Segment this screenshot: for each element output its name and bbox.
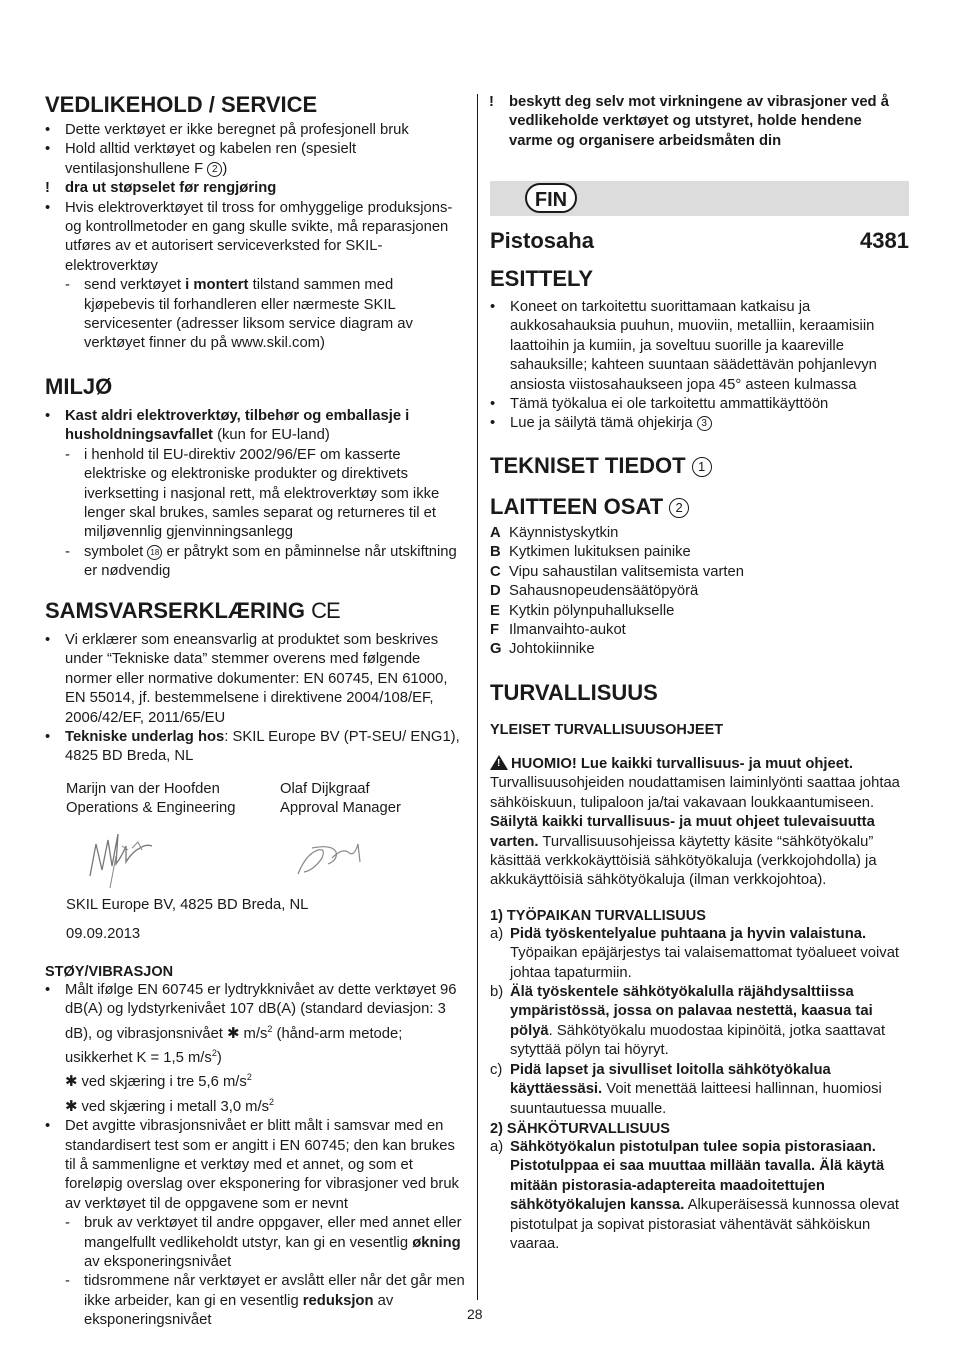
safety-section: [490, 681, 910, 1254]
ref-number: 18: [147, 545, 162, 560]
part-item: [490, 602, 910, 621]
part-letter: B: [490, 544, 501, 561]
list-item: - send verktøyet i montert tilstand sammen med kjøpebevis til forhandleren eller nærmeste SKIL servicesenter (adresser liksom service diagram av verktøyet finner du på www.skil.com): [65, 276, 465, 354]
list-item: - bruk av verktøyet til andre oppgaver, eller med annet eller mangelfullt vedlikeholdt utstyr, kan gi en vesentlig økning av eksponeringsnivået: [65, 1214, 465, 1272]
part-item: [490, 621, 910, 640]
environment-heading: MILJØ: [45, 374, 113, 399]
ref-number: 3: [697, 416, 712, 431]
list-item: • Tämä työkalua ei ole tarkoitettu ammattikäyttöön: [490, 395, 910, 414]
maintenance-list-2: [45, 199, 465, 354]
general-warning: ! HUOMIO! Lue kaikki turvallisuus- ja muut ohjeet. Turvallisuusohjeiden noudattamisen laiminlyönti saattaa johtaa sähköiskuun, tulipaloon ja/tai vakavaan loukkaantumiseen. Säilytä kaikki turvallisuus- ja muut ohjeet tulevaisuutta varten. Turvallisuusohjeissa käytetty käsite “sähkötyökalu” käsittää verkkokäyttöisiä sähkötyökaluja (verkkojohdolla) ja akkukäyttöisiä sähkötyökaluja (ilman verkkojohtoa).: [490, 756, 900, 889]
noise-heading: STØY/VIBRASJON: [45, 964, 174, 980]
signature-1-image: [82, 826, 162, 892]
vibration-note: ! beskytt deg selv mot virkningene av vibrasjoner ved å vedlikeholde verktøyet og utstyret, holde hendene varme og organisere arbeidsmåten din: [489, 94, 889, 149]
sub-list: [65, 1214, 465, 1330]
tech-data-section: [490, 454, 712, 478]
maintenance-list: [45, 121, 465, 179]
list-item: • Målt ifølge EN 60745 er lydtrykknivået av dette verktøyet 96 dB(A) og lydstyrkenivået 107 dB(A) (standard deviasjon: 3 dB), og vibrasjonsnivået ✱ $m/s^2$ (hånd-arm metode; usikkerhet K = 1,5 $m/s^2$) ✱ ved skjæring i tre 5,6 $m/s^2$ ✱ ved skjæring i metall 3,0 $m/s^2$: [45, 981, 465, 1117]
noise-vibration-section: [45, 963, 465, 1331]
list-item: • Vi erklærer som eneansvarlig at produktet som beskrives under “Tekniske data” stemmer overens med følgende normer eller normative dokumenter: EN 60745, EN 61000, EN 55014, jf. bestemmelsene i direktivene 2004/108/EF, 2006/42/EF, 2011/65/EU: [45, 631, 465, 728]
noise-list: [45, 981, 465, 1331]
maintenance-heading: VEDLIKEHOLD / SERVICE: [45, 92, 318, 117]
maintenance-section: [45, 93, 465, 354]
parts-list: [490, 524, 910, 660]
part-letter: A: [490, 525, 501, 541]
conformity-section: [45, 599, 465, 767]
part-item: [490, 640, 910, 659]
product-name: Pistosaha: [490, 228, 594, 253]
declaration-date: 09.09.2013: [66, 926, 141, 942]
language-badge: FIN: [525, 183, 577, 213]
list-item: • Lue ja säilytä tämä ohjekirja 3: [490, 414, 910, 433]
part-label: Vipu sahaustilan valitsemista varten: [509, 563, 744, 580]
part-label: Käynnistyskytkin: [509, 525, 619, 541]
language-banner: [490, 181, 909, 216]
list-item: b) Älä työskentele sähkötyökalulla räjähdysalttiissa ympäristössä, jossa on palavaa nestettä, kaasua tai pölyä. Sähkötyökalu muodostaa kipinöitä, jotka saattavat sytyttää pölyn tai höyryt.: [490, 984, 886, 1059]
parts-heading: LAITTEEN OSAT 2: [490, 495, 910, 519]
part-label: Kytkin pölynpuhallukselle: [509, 602, 675, 619]
parts-section: [490, 495, 910, 660]
tech-data-heading: TEKNISET TIEDOT 1: [490, 454, 712, 478]
environment-section: [45, 375, 465, 582]
conformity-heading: SAMSVARSERKLÆRING CE: [45, 598, 340, 623]
list-item: • Tekniske underlag hos: SKIL Europe BV (PT-SEU/ ENG1), 4825 BD Breda, NL: [45, 728, 465, 767]
product-title: [490, 229, 909, 253]
list-item: a) Sähkötyökalun pistotulpan tulee sopia pistorasiaan. Pistotulppaa ei saa muuttaa millään tavalla. Älä käytä mitään pistorasia-adaptereita maadoitettujen sähkötyökalujen kanssa. Alkuperäisessä kunnossa olevat pistotulpat ja sopivat pistorasiat vähentävät sähköiskun vaaraa.: [490, 1138, 900, 1252]
signatory-2: Olaf Dijkgraaf Approval Manager: [280, 781, 401, 817]
list-item: c) Pidä lapset ja sivulliset loitolla sähkötyökalua käyttäessäsi. Voit menettää laitteesi hallinnan, huomiosi suuntautuessa muualle.: [490, 1061, 882, 1117]
list-item: • Koneet on tarkoitettu suorittamaan katkaisu ja aukkosahauksia puuhun, muoviin, metalliin, keraamisiin laattoihin ja kumiin, ja soveltuu suorille ja kaareville sahauksille; kahteen suuntaan säädettävän pohjanlevyn ansiosta viistosahaukseen jopa 45° asteen kulmassa: [490, 298, 910, 395]
sub-list: [65, 276, 465, 354]
company-address: SKIL Europe BV, 4825 BD Breda, NL: [66, 897, 309, 913]
part-item: [490, 563, 910, 582]
intro-list: [490, 298, 910, 434]
part-letter: E: [490, 602, 500, 619]
part-label: Ilmanvaihto-aukot: [509, 622, 626, 639]
list-item: • Kast aldri elektroverktøy, tilbehør og emballasje i husholdningsavfallet (kun for EU-land) - i henhold til EU-direktiv 2002/96/EF om kasserte elektriske og elektroniske produkter og direktivets iverksetting i nasjonal rett, må elektroverktøy som ikke lenger skal brukes, samles separat og returneres til et miljøvennlig gjenvinningsanlegg - symbolet 18 er påtrykt som en påminnelse når utskiftning er nødvendig: [45, 407, 465, 582]
list-item: • Det avgitte vibrasjonsnivået er blitt målt i samsvar med en standardisert test som er angitt i EN 60745; den kan brukes til å sammenligne et verktøy med et annet, og som et foreløpig overslag over eksponering for vibrasjoner ved bruk av verktøyet til de oppgavene som er nevnt - bruk av verktøyet til andre oppgaver, eller med annet eller mangelfullt vedlikeholdt utstyr, kan gi en vesentlig økning av eksponeringsnivået - tidsrommene når verktøyet er avslått eller når det går men ikke arbeider, kan gi en vesentlig reduksjon av eksponeringsnivået: [45, 1117, 465, 1330]
warning-note: ! dra ut støpselet før rengjøring: [45, 180, 277, 197]
part-label: Johtokiinnike: [509, 641, 595, 658]
ref-number: 1: [692, 457, 712, 477]
ref-number: 2: [207, 162, 222, 177]
safety-heading: TURVALLISUUS: [490, 680, 658, 705]
part-item: [490, 582, 910, 601]
list-item: • Dette verktøyet er ikke beregnet på profesjonell bruk: [45, 121, 465, 140]
part-item: [490, 524, 910, 543]
signatory-1: Marijn van der Hoofden Operations & Engineering: [66, 781, 236, 817]
list-item: - i henhold til EU-direktiv 2002/96/EF om kasserte elektriske og elektroniske produkter og direktivets iverksetting i nasjonal rett, må elektroverktøy som ikke lenger skal brukes, samles separat og returneres til et miljøvennlig gjenvinningsanlegg: [65, 446, 465, 543]
signature-2-image: [292, 834, 372, 884]
part-letter: G: [490, 641, 502, 658]
intro-heading: ESITTELY: [490, 266, 594, 291]
work-area-heading: 1) TYÖPAIKAN TURVALLISUUS: [490, 907, 706, 924]
list-item: a) Pidä työskentelyalue puhtaana ja hyvin valaistuna. Työpaikan epäjärjestys tai valaisemattomat työalueet voivat johtaa tapaturmiin.: [490, 925, 900, 981]
list-item: • Hold alltid verktøyet og kabelen ren (spesielt ventilasjonshullene F 2 ): [45, 140, 465, 179]
sub-list: [65, 446, 465, 582]
ref-number: 2: [669, 498, 689, 518]
ce-mark-icon: CE: [311, 598, 340, 623]
page-number: 28: [467, 1306, 483, 1322]
part-letter: C: [490, 563, 501, 580]
list-item: • Hvis elektroverktøyet til tross for omhyggelige produksjons- og kontrollmetoder en gang skulle svikte, må reparasjonen utføres av et autorisert serviceverksted for SKIL-elektroverktøy - send verktøyet i montert tilstand sammen med kjøpebevis til forhandleren eller nærmeste SKIL servicesenter (adresser liksom service diagram av verktøyet finner du på www.skil.com): [45, 199, 465, 354]
part-label: Kytkimen lukituksen painike: [509, 544, 691, 561]
part-label: Sahausnopeudensäätöpyörä: [509, 583, 699, 600]
electrical-safety-heading: 2) SÄHKÖTURVALLISUUS: [490, 1120, 670, 1137]
list-item: - tidsrommene når verktøyet er avslått eller når det går men ikke arbeider, kan gi en vesentlig reduksjon av eksponeringsnivået: [65, 1272, 465, 1330]
list-item: - symbolet 18 er påtrykt som en påminnelse når utskiftning er nødvendig: [65, 543, 465, 582]
part-letter: F: [490, 622, 500, 639]
conformity-list: [45, 631, 465, 767]
product-model: 4381: [860, 228, 909, 253]
column-divider: [477, 94, 478, 1300]
warning-icon: !: [490, 755, 508, 770]
intro-section: [490, 267, 910, 434]
general-safety-heading: YLEISET TURVALLISUUSOHJEET: [490, 722, 724, 738]
part-item: [490, 543, 910, 562]
environment-list: [45, 407, 465, 582]
part-letter: D: [490, 583, 501, 600]
